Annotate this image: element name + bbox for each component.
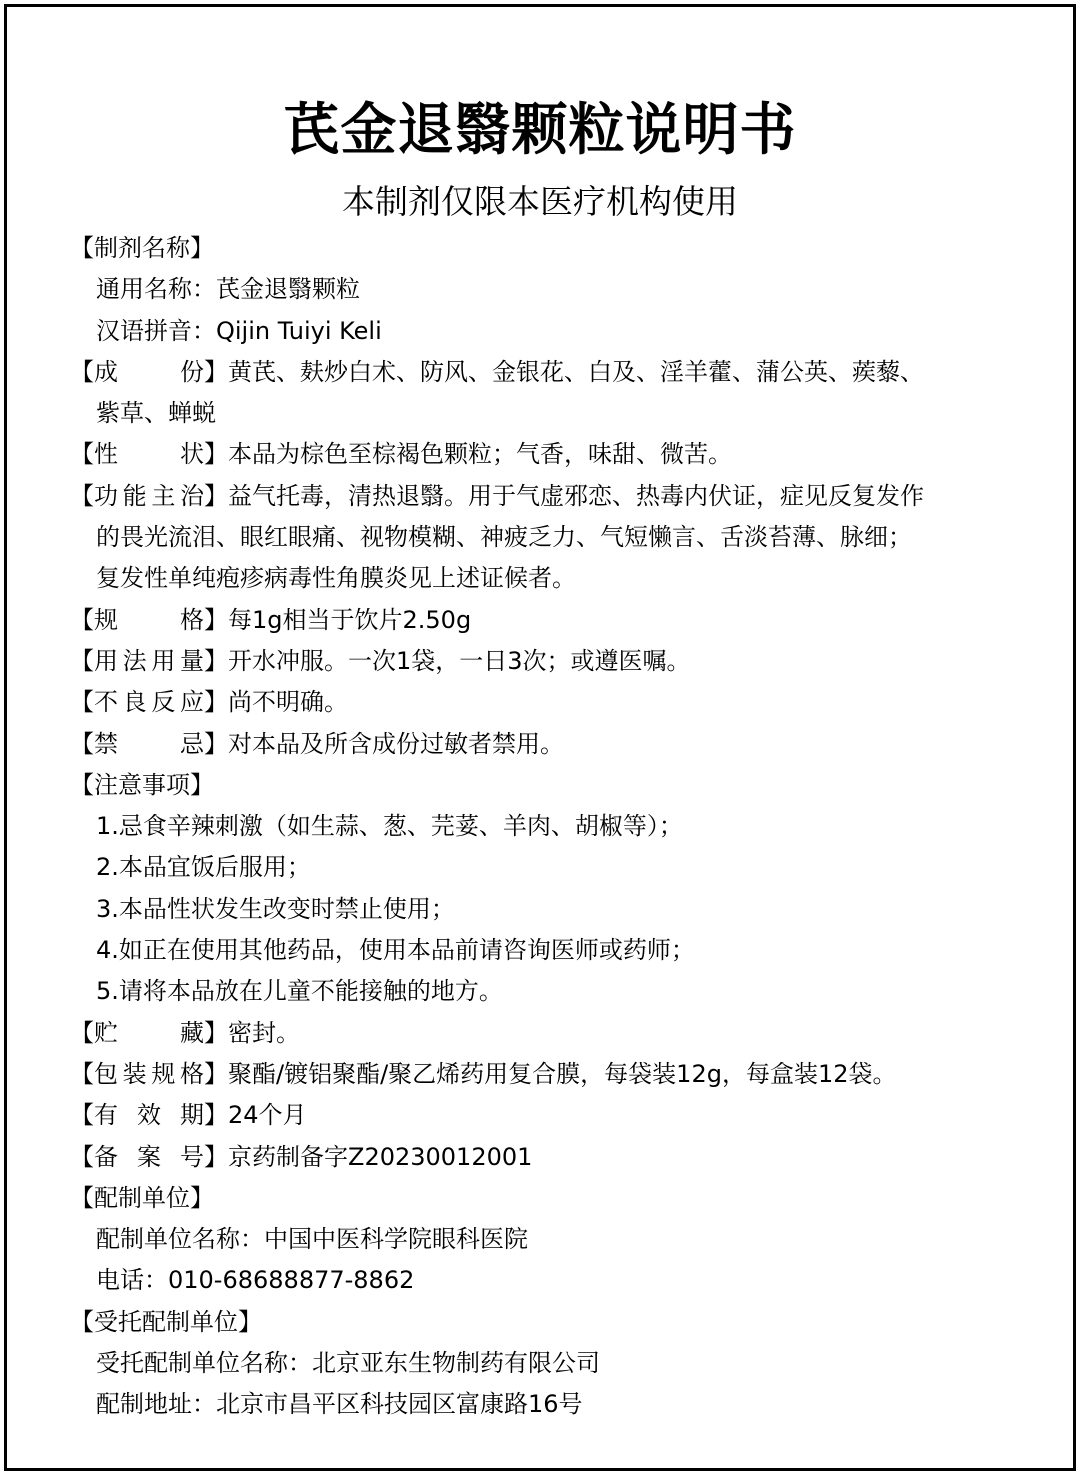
- precaution-item: 4.如正在使用其他药品，使用本品前请咨询医师或药师；: [96, 936, 695, 965]
- adverse-text: 尚不明确。: [228, 688, 348, 717]
- pinyin-line: 汉语拼音：Qijin Tuiyi Keli: [96, 316, 382, 345]
- document-body: [70, 228, 1005, 1426]
- storage-text: 密封。: [228, 1018, 300, 1047]
- section-label: 【包装规格】: [70, 1059, 228, 1088]
- section-dosage: [70, 641, 1005, 682]
- generic-name-line: 通用名称：芪金退翳颗粒: [96, 275, 360, 304]
- section-label: 【功能主治】: [70, 481, 228, 510]
- preparer-phone-line: 电话：010-68688877-8862: [96, 1266, 415, 1295]
- section-label: 【禁忌】: [70, 729, 228, 758]
- section-appearance: [70, 434, 1005, 475]
- precaution-item: 2.本品宜饭后服用；: [96, 853, 311, 882]
- precaution-item: 3.本品性状发生改变时禁止使用；: [96, 894, 455, 923]
- contractor-address-line: 配制地址：北京市昌平区科技园区富康路16号: [96, 1390, 583, 1419]
- section-label: 【有效期】: [70, 1101, 228, 1130]
- precaution-item: 5.请将本品放在儿童不能接触的地方。: [96, 977, 503, 1006]
- section-label: 【成份】: [70, 357, 228, 386]
- section-name-heading: [70, 228, 1005, 269]
- section-label: 【配制单位】: [70, 1183, 214, 1212]
- section-label: 【制剂名称】: [70, 234, 214, 262]
- section-contractor-heading: [70, 1302, 1005, 1343]
- section-label: 【贮藏】: [70, 1018, 228, 1047]
- section-ingredients: [70, 352, 1005, 393]
- section-label: 【用法用量】: [70, 646, 228, 675]
- section-adverse: [70, 682, 1005, 723]
- precaution-item: 1.忌食辛辣刺激（如生蒜、葱、芫荽、羊肉、胡椒等）；: [96, 812, 683, 841]
- dosage-text: 开水冲服。一次1袋，一日3次；或遵医嘱。: [228, 646, 691, 675]
- section-contraindications: [70, 724, 1005, 765]
- indications-text: 益气托毒，清热退翳。用于气虚邪恋、热毒内伏证，症见反复发作: [228, 481, 924, 510]
- preparer-name-line: 配制单位名称：中国中医科学院眼科医院: [96, 1225, 528, 1254]
- appearance-text: 本品为棕色至棕褐色颗粒；气香，味甜、微苦。: [228, 440, 732, 469]
- section-indications: [70, 476, 1005, 517]
- indications-text-cont: 的畏光流泪、眼红眼痛、视物模糊、神疲乏力、气短懒言、舌淡苔薄、脉细；: [96, 523, 912, 552]
- section-label: 【备案号】: [70, 1142, 228, 1171]
- section-label: 【不良反应】: [70, 688, 228, 717]
- section-storage: [70, 1013, 1005, 1054]
- record-text: 京药制备字Z20230012001: [228, 1142, 533, 1171]
- contraindications-text: 对本品及所含成份过敏者禁用。: [228, 729, 564, 758]
- document-title: 芪金退翳颗粒说明书: [283, 98, 797, 163]
- contractor-name-line: 受托配制单位名称：北京亚东生物制药有限公司: [96, 1349, 600, 1378]
- packaging-text: 聚酯/镀铝聚酯/聚乙烯药用复合膜，每袋装12g，每盒装12袋。: [228, 1059, 897, 1088]
- indications-text-cont: 复发性单纯疱疹病毒性角膜炎见上述证候者。: [96, 564, 576, 593]
- section-precautions-heading: [70, 765, 1005, 806]
- section-record: [70, 1137, 1005, 1178]
- ingredients-text-cont: 紫草、蝉蜕: [96, 399, 216, 428]
- section-label: 【规格】: [70, 605, 228, 634]
- section-validity: [70, 1095, 1005, 1136]
- validity-text: 24个月: [228, 1101, 307, 1130]
- document-subtitle: 本制剂仅限本医疗机构使用: [342, 182, 738, 221]
- section-label: 【性状】: [70, 440, 228, 469]
- section-preparer-heading: [70, 1178, 1005, 1219]
- spec-text: 每1g相当于饮片2.50g: [228, 605, 472, 634]
- section-label: 【注意事项】: [70, 770, 214, 799]
- section-label: 【受托配制单位】: [70, 1307, 262, 1336]
- section-packaging: [70, 1054, 1005, 1095]
- section-spec: [70, 600, 1005, 641]
- ingredients-text: 黄芪、麸炒白术、防风、金银花、白及、淫羊藿、蒲公英、蒺藜、: [228, 357, 924, 386]
